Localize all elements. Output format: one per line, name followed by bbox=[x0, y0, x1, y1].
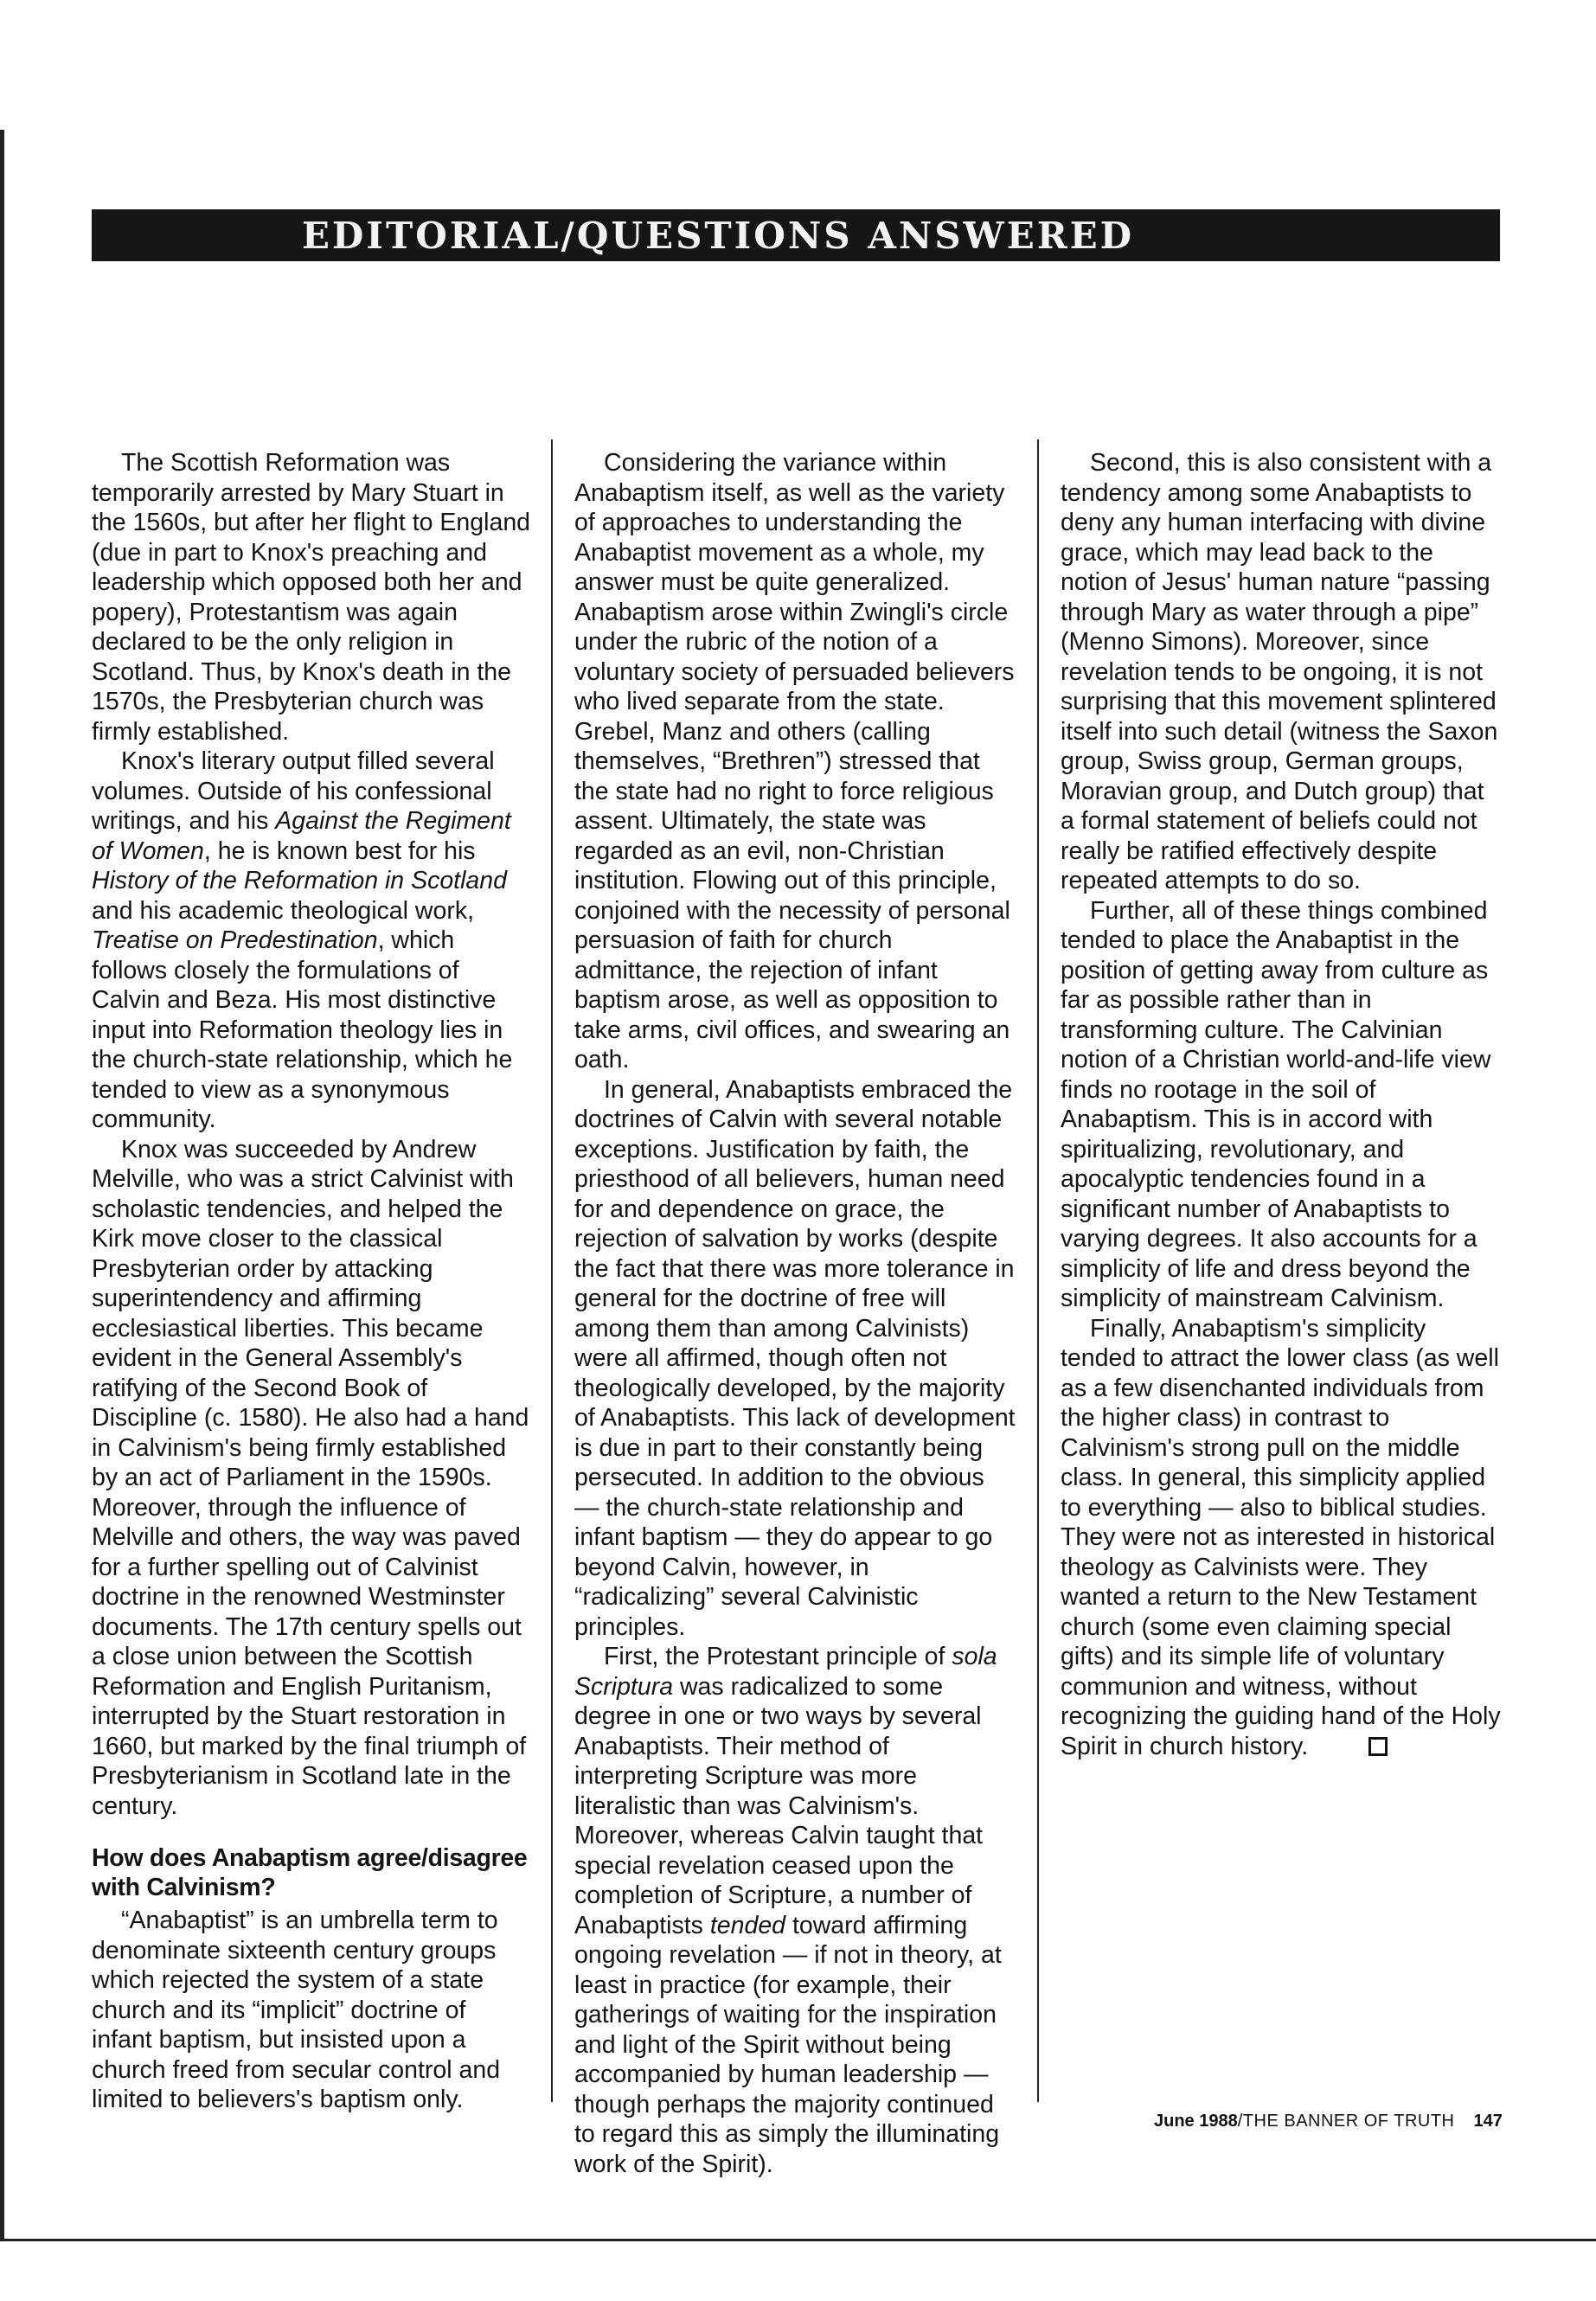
text-run: was radicalized to some degree in one or two ways by several Anabaptists. Their method of interpreting Scripture was more literalistic than was Calvinism's. Moreover, whereas Calvin taught that special revelation ceased upon the completion of Scripture, a number of Anabaptists bbox=[574, 1672, 984, 1939]
paragraph: The Scottish Reformation was temporarily arrested by Mary Stuart in the 1560s, but after her flight to England (due in part to Knox's preaching and leadership which opposed both her and popery), Protestantism was again declared to be the only religion in Scotland. Thus, by Knox's death in the 1570s, the Presbyterian church was firmly established. bbox=[92, 449, 531, 746]
paragraph bbox=[574, 1642, 1016, 2179]
text-run: and his academic theological work, bbox=[92, 896, 474, 925]
page-number: 147 bbox=[1473, 2112, 1503, 2131]
paragraph: In general, Anabaptists embraced the doctrines of Calvin with several notable exceptions. Justification by faith, the priesthood of all believers, human need for and dependence on grace, the rejection of salvation by works (despite the fact that there was more tolerance in general for the doctrine of free will among them than among Calvinists) were all affirmed, though often not theologically developed, by the majority of Anabaptists. This lack of development is due in part to their constantly being persecuted. In addition to the obvious — the church-state relationship and infant baptism — they do appear to go beyond Calvin, however, in “radicalizing” several Calvinistic principles. bbox=[574, 1075, 1016, 1641]
paragraph: Considering the variance within Anabaptism itself, as well as the variety of approaches to understanding the Anabaptist movement as a whole, my answer must be quite generalized. Anabaptism arose within Zwingli's circle under the rubric of the notion of a voluntary society of persuaded believers who lived separate from the state. Grebel, Manz and others (calling themselves, “Brethren”) stressed that the state had no right to force religious assent. Ultimately, the state was regarded as an evil, non-Christian institution. Flowing out of this principle, conjoined with the necessity of personal persuasion of faith for church admittance, the rejection of infant baptism arose, as well as opposition to take arms, civil offices, and swearing an oath. bbox=[574, 449, 1015, 1074]
text-run: First, the Protestant principle of bbox=[604, 1643, 952, 1670]
article-column-2 bbox=[574, 448, 1016, 2179]
text-run: toward affirming ongoing revelation — if not in theory, at least in practice (for example, their gatherings of waiting for the inspiration and light of the Spirit without being accompanied by human leadership — though perhaps the majority continued to regard this as simply the illuminating work of the Spirit). bbox=[574, 1911, 1002, 2178]
section-header-bar bbox=[92, 209, 1500, 261]
article-column-1 bbox=[92, 448, 533, 2115]
text-run: Knox's literary output filled several volumes. Outside of his confessional writings, and his bbox=[92, 747, 495, 835]
latin-term: sola Scriptura bbox=[574, 1643, 997, 1701]
page-edge-bottom bbox=[0, 2239, 1596, 2241]
book-title: Treatise on Predestination bbox=[92, 926, 378, 954]
end-of-article-icon bbox=[1368, 1737, 1388, 1756]
page-edge-left bbox=[0, 130, 4, 2240]
paragraph: Knox was succeeded by Andrew Melville, who was a strict Calvinist with scholastic tendencies, and helped the Kirk move closer to the classical Presbyterian order by attacking superintendency and affirming ecclesiastical liberties. This became evident in the General Assembly's ratifying of the Second Book of Discipline (c. 1580). He also had a hand in Calvinism's being firmly established by an act of Parliament in the 1590s. Moreover, through the influence of Melville and others, the way was paved for a further spelling out of Calvinist doctrine in the renowned Westminster documents. The 17th century spells out a close union between the Scottish Reformation and English Puritanism, interrupted by the Stuart restoration in 1660, but marked by the final triumph of Presbyterianism in Scotland late in the century. bbox=[92, 1135, 529, 1820]
question-heading: How does Anabaptism agree/disagree with Calvinism? bbox=[92, 1844, 528, 1901]
issue-date: June 1988 bbox=[1154, 2112, 1238, 2131]
book-title: History of the Reformation in Scotland bbox=[92, 867, 507, 894]
paragraph: Second, this is also consistent with a tendency among some Anabaptists to deny any human interfacing with divine grace, which may lead back to the notion of Jesus' human nature “passing through Mary as water through a pipe” (Menno Simons). Moreover, since revelation tends to be ongoing, it is not surprising that this movement splintered itself into such detail (witness the Saxon group, Swiss group, German groups, Moravian group, and Dutch group) that a formal statement of beliefs could not really be ratified effectively despite repeated attempts to do so. bbox=[1061, 449, 1498, 894]
text-run: , he is known best for his bbox=[203, 836, 476, 865]
page-footer bbox=[1154, 2112, 1503, 2131]
section-title: EDITORIAL/QUESTIONS ANSWERED bbox=[301, 214, 1135, 257]
emphasis: tended bbox=[709, 1911, 786, 1939]
text-run: , which follows closely the formulations of Calvin and Beza. His most distinctive input into Reformation theology lies in the church-state relationship, which he tended to view as a synonymous community. bbox=[92, 926, 513, 1133]
column-rule-left bbox=[551, 439, 553, 2102]
paragraph: “Anabaptist” is an umbrella term to denominate sixteenth century groups which rejected the system of a state church and its “implicit” doctrine of infant baptism, but insisted upon a church freed from secular control and limited to believers's baptism only. bbox=[92, 1907, 501, 2113]
book-title: Against the Regiment of Women bbox=[92, 807, 511, 865]
publication-name: /THE BANNER OF TRUTH bbox=[1237, 2112, 1455, 2131]
paragraph: Further, all of these things combined tended to place the Anabaptist in the position of getting away from culture as far as possible rather than in transforming culture. The Calvinian notion of a Christian world-and-life view finds no rootage in the soil of Anabaptism. This is in accord with spiritualizing, revolutionary, and apocalyptic tendencies found in a significant number of Anabaptists to varying degrees. It also accounts for a simplicity of life and dress beyond the simplicity of mainstream Calvinism. bbox=[1061, 896, 1491, 1312]
paragraph bbox=[1061, 1314, 1502, 1762]
article-column-3 bbox=[1061, 448, 1502, 1761]
column-rule-right bbox=[1037, 439, 1039, 2102]
text-run: Finally, Anabaptism's simplicity tended to attract the lower class (as well as a few disenchanted individuals from the higher class) in contrast to Calvinism's strong pull on the middle class. In general, this simplicity applied to everything — also to biblical studies. They were not as interested in historical theology as Calvinists were. They wanted a return to the New Testament church (some even claiming special gifts) and its simple life of voluntary communion and witness, without recognizing the guiding hand of the Holy Spirit in church history. bbox=[1061, 1314, 1501, 1760]
paragraph bbox=[92, 747, 533, 1135]
